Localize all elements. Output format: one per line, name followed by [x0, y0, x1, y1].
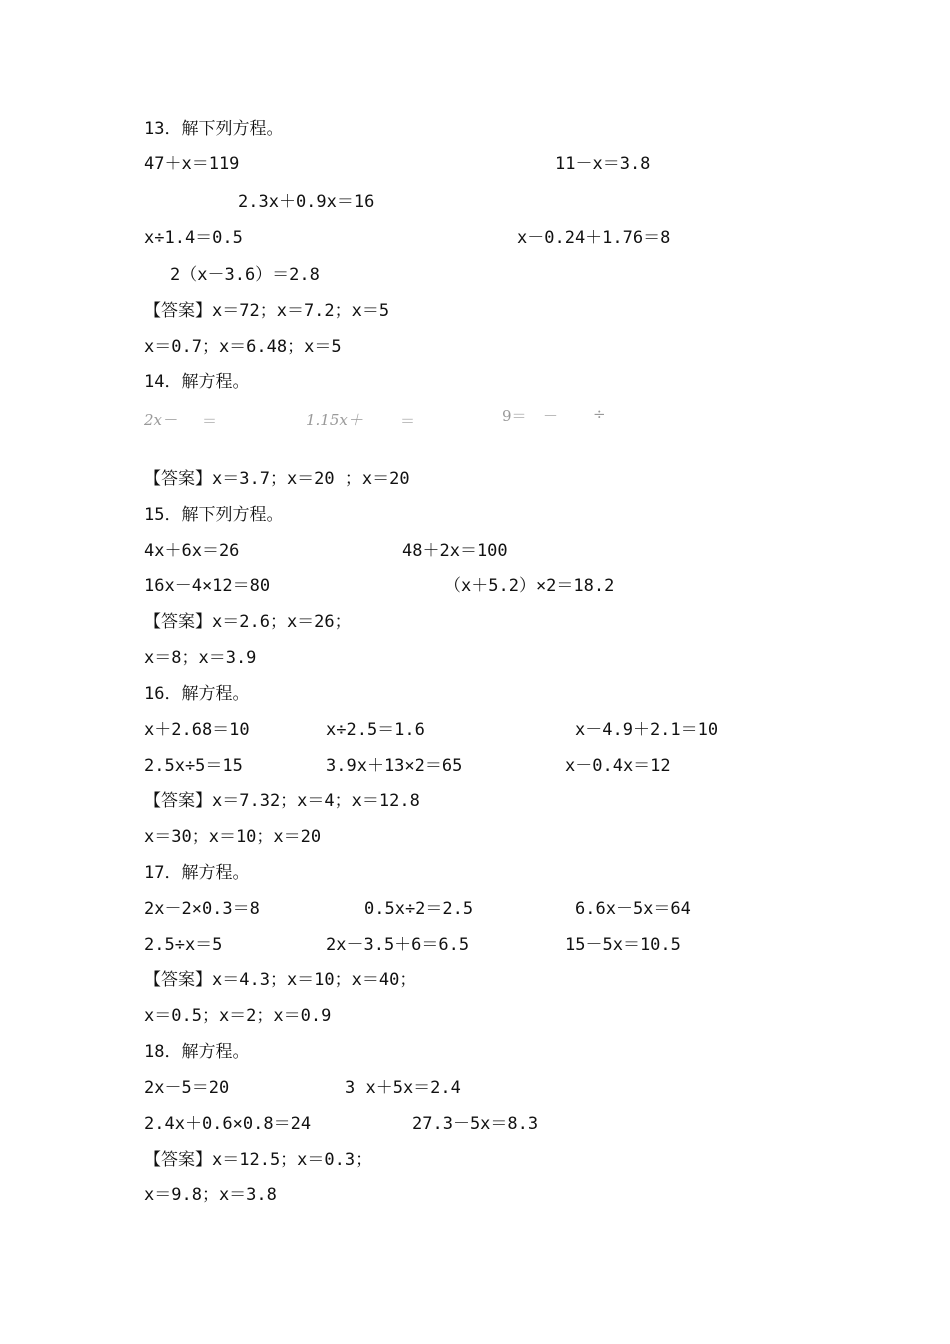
- equation: 47＋x＝119: [144, 154, 240, 174]
- problem-13-title: 13．解下列方程。: [144, 119, 284, 139]
- equation: 16x－4×12＝80: [144, 576, 271, 596]
- answer-line: x＝0.5；x＝2；x＝0.9: [144, 1006, 332, 1026]
- equation: 6.6x－5x＝64: [575, 899, 691, 919]
- answer-line: 【答案】x＝72；x＝7.2；x＝5: [144, 301, 390, 321]
- equation: 2x－2×0.3＝8: [144, 899, 260, 919]
- equation: x－0.4x＝12: [565, 756, 671, 776]
- problem-18-title: 18．解方程。: [144, 1042, 250, 1062]
- problem-17-title: 17．解方程。: [144, 863, 250, 883]
- equation: 11－x＝3.8: [555, 154, 651, 174]
- equation: x－4.9＋2.1＝10: [575, 720, 719, 740]
- answer-line: x＝8；x＝3.9: [144, 648, 257, 668]
- equation: （x＋5.2）×2＝18.2: [444, 576, 615, 596]
- equation: x－0.24＋1.76＝8: [517, 228, 671, 248]
- answer-line: 【答案】x＝2.6；x＝26；: [144, 612, 352, 632]
- equation: 4x＋6x＝26: [144, 541, 240, 561]
- problem-14-title: 14．解方程。: [144, 372, 250, 392]
- equation: 2.5÷x＝5: [144, 935, 223, 955]
- equation: 15－5x＝10.5: [565, 935, 681, 955]
- equation: 0.5x÷2＝2.5: [364, 899, 474, 919]
- problem-15-title: 15．解下列方程。: [144, 505, 284, 525]
- faint-equation: ÷: [593, 405, 606, 423]
- equation: x÷2.5＝1.6: [326, 720, 425, 740]
- equation: 2.4x＋0.6×0.8＝24: [144, 1114, 312, 1134]
- answer-line: x＝9.8；x＝3.8: [144, 1185, 277, 1205]
- faint-equation: －: [543, 407, 559, 425]
- answer-line: x＝0.7；x＝6.48；x＝5: [144, 337, 342, 357]
- faint-equation: 2x－: [144, 411, 178, 429]
- faint-equation: 9＝: [502, 407, 527, 425]
- faint-equation: ＝: [202, 412, 218, 430]
- answer-line: 【答案】x＝7.32；x＝4；x＝12.8: [144, 791, 420, 811]
- answer-line: 【答案】x＝12.5；x＝0.3；: [144, 1150, 373, 1170]
- equation: x＋2.68＝10: [144, 720, 250, 740]
- equation: 3.9x＋13×2＝65: [326, 756, 463, 776]
- equation: x÷1.4＝0.5: [144, 228, 243, 248]
- equation: 2.5x÷5＝15: [144, 756, 243, 776]
- equation: 27.3－5x＝8.3: [412, 1114, 539, 1134]
- equation: 48＋2x＝100: [402, 541, 508, 561]
- faint-equation: 1.15x＋: [306, 411, 363, 429]
- equation: 3 x＋5x＝2.4: [345, 1078, 461, 1098]
- equation: 2x－5＝20: [144, 1078, 230, 1098]
- answer-line: 【答案】x＝4.3；x＝10；x＝40；: [144, 970, 417, 990]
- answer-line: x＝30；x＝10；x＝20: [144, 827, 322, 847]
- answer-line: 【答案】x＝3.7；x＝20 ；x＝20: [144, 469, 410, 489]
- faint-equation: ＝: [400, 412, 416, 430]
- equation: 2（x－3.6）＝2.8: [170, 265, 320, 285]
- problem-16-title: 16．解方程。: [144, 684, 250, 704]
- equation: 2.3x＋0.9x＝16: [238, 192, 375, 212]
- equation: 2x－3.5＋6＝6.5: [326, 935, 470, 955]
